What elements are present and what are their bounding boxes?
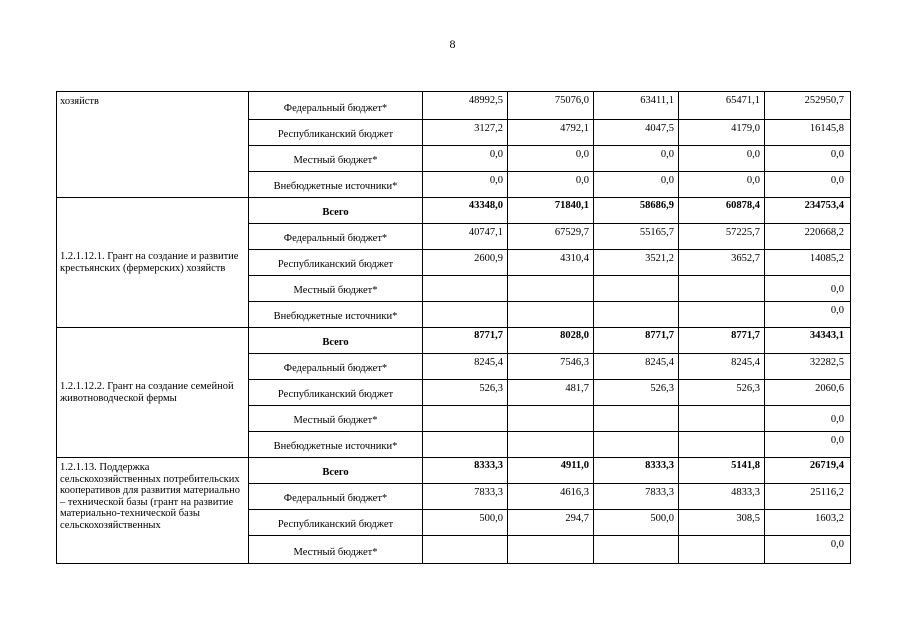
value-cell <box>423 406 508 432</box>
value-cell: 8771,7 <box>679 328 765 354</box>
value-cell: 8771,7 <box>423 328 508 354</box>
value-cell: 0,0 <box>679 172 765 198</box>
table-row <box>57 458 851 484</box>
table-row <box>57 92 851 120</box>
source-local-label: Местный бюджет* <box>249 146 423 172</box>
value-cell: 4833,3 <box>679 484 765 510</box>
value-cell: 71840,1 <box>508 198 594 224</box>
value-cell <box>594 302 679 328</box>
value-cell: 0,0 <box>679 146 765 172</box>
value-cell <box>423 276 508 302</box>
value-cell: 526,3 <box>679 380 765 406</box>
value-cell: 25116,2 <box>765 484 851 510</box>
source-extra-label: Внебюджетные источники* <box>249 302 423 328</box>
value-cell <box>679 536 765 564</box>
value-cell: 500,0 <box>423 510 508 536</box>
value-cell <box>423 302 508 328</box>
value-cell: 3127,2 <box>423 120 508 146</box>
value-cell: 8028,0 <box>508 328 594 354</box>
source-extra-label: Внебюджетные источники* <box>249 432 423 458</box>
source-federal-label: Федеральный бюджет* <box>249 484 423 510</box>
value-cell: 8333,3 <box>594 458 679 484</box>
value-cell <box>594 432 679 458</box>
value-cell: 234753,4 <box>765 198 851 224</box>
value-cell: 3521,2 <box>594 250 679 276</box>
value-cell: 0,0 <box>765 302 851 328</box>
value-cell <box>679 276 765 302</box>
value-cell: 0,0 <box>594 146 679 172</box>
value-cell: 0,0 <box>765 432 851 458</box>
source-local-label: Местный бюджет* <box>249 276 423 302</box>
source-total-label: Всего <box>249 328 423 354</box>
value-cell: 0,0 <box>594 172 679 198</box>
source-federal-label: Федеральный бюджет* <box>249 224 423 250</box>
source-total-label: Всего <box>249 458 423 484</box>
value-cell: 481,7 <box>508 380 594 406</box>
value-cell <box>508 276 594 302</box>
value-cell: 4792,1 <box>508 120 594 146</box>
source-federal-label: Федеральный бюджет* <box>249 92 423 120</box>
value-cell <box>679 406 765 432</box>
value-cell: 16145,8 <box>765 120 851 146</box>
value-cell <box>423 536 508 564</box>
value-cell: 0,0 <box>765 172 851 198</box>
value-cell: 220668,2 <box>765 224 851 250</box>
value-cell: 8245,4 <box>679 354 765 380</box>
value-cell: 7546,3 <box>508 354 594 380</box>
value-cell: 26719,4 <box>765 458 851 484</box>
value-cell: 5141,8 <box>679 458 765 484</box>
value-cell: 4616,3 <box>508 484 594 510</box>
value-cell <box>679 432 765 458</box>
value-cell: 55165,7 <box>594 224 679 250</box>
value-cell: 8245,4 <box>594 354 679 380</box>
value-cell: 0,0 <box>765 406 851 432</box>
value-cell: 34343,1 <box>765 328 851 354</box>
source-local-label: Местный бюджет* <box>249 536 423 564</box>
value-cell: 43348,0 <box>423 198 508 224</box>
table-row <box>57 328 851 354</box>
value-cell: 7833,3 <box>594 484 679 510</box>
value-cell: 0,0 <box>423 172 508 198</box>
item-name-cell: 1.2.1.12.1. Грант на создание и развитие крестьянских (фермерских) хозяйств <box>57 198 249 328</box>
value-cell: 500,0 <box>594 510 679 536</box>
value-cell: 308,5 <box>679 510 765 536</box>
value-cell: 526,3 <box>423 380 508 406</box>
value-cell <box>508 536 594 564</box>
source-republic-label: Республиканский бюджет <box>249 510 423 536</box>
value-cell: 0,0 <box>765 146 851 172</box>
value-cell <box>508 406 594 432</box>
source-republic-label: Республиканский бюджет <box>249 120 423 146</box>
value-cell: 8245,4 <box>423 354 508 380</box>
source-extra-label: Внебюджетные источники* <box>249 172 423 198</box>
source-local-label: Местный бюджет* <box>249 406 423 432</box>
item-name-cell: 1.2.1.12.2. Грант на создание семейной животноводческой фермы <box>57 328 249 458</box>
value-cell: 57225,7 <box>679 224 765 250</box>
value-cell: 14085,2 <box>765 250 851 276</box>
value-cell: 4310,4 <box>508 250 594 276</box>
value-cell: 0,0 <box>508 172 594 198</box>
value-cell: 8333,3 <box>423 458 508 484</box>
value-cell: 4179,0 <box>679 120 765 146</box>
item-name-cell: 1.2.1.13. Поддержка сельскохозяйственных потребительских кооперативов для развития материально – технической базы (грант на развитие материально-технической базы сельскохозяйственных <box>57 458 249 564</box>
value-cell: 0,0 <box>765 276 851 302</box>
value-cell <box>594 536 679 564</box>
value-cell <box>679 302 765 328</box>
value-cell: 2600,9 <box>423 250 508 276</box>
source-total-label: Всего <box>249 198 423 224</box>
value-cell: 8771,7 <box>594 328 679 354</box>
value-cell <box>508 432 594 458</box>
value-cell: 2060,6 <box>765 380 851 406</box>
value-cell: 4911,0 <box>508 458 594 484</box>
value-cell: 0,0 <box>765 536 851 564</box>
source-republic-label: Республиканский бюджет <box>249 250 423 276</box>
page-number: 8 <box>449 37 456 51</box>
source-federal-label: Федеральный бюджет* <box>249 354 423 380</box>
value-cell <box>423 432 508 458</box>
value-cell: 526,3 <box>594 380 679 406</box>
value-cell: 63411,1 <box>594 92 679 120</box>
item-name-cell: хозяйств <box>57 92 249 198</box>
value-cell <box>508 302 594 328</box>
value-cell: 7833,3 <box>423 484 508 510</box>
value-cell: 0,0 <box>508 146 594 172</box>
value-cell: 294,7 <box>508 510 594 536</box>
value-cell: 67529,7 <box>508 224 594 250</box>
value-cell: 252950,7 <box>765 92 851 120</box>
value-cell: 48992,5 <box>423 92 508 120</box>
table-row <box>57 198 851 224</box>
value-cell: 58686,9 <box>594 198 679 224</box>
value-cell: 40747,1 <box>423 224 508 250</box>
value-cell <box>594 276 679 302</box>
value-cell: 3652,7 <box>679 250 765 276</box>
value-cell <box>594 406 679 432</box>
value-cell: 75076,0 <box>508 92 594 120</box>
value-cell: 32282,5 <box>765 354 851 380</box>
source-republic-label: Республиканский бюджет <box>249 380 423 406</box>
value-cell: 1603,2 <box>765 510 851 536</box>
value-cell: 4047,5 <box>594 120 679 146</box>
value-cell: 60878,4 <box>679 198 765 224</box>
value-cell: 0,0 <box>423 146 508 172</box>
budget-table <box>56 91 851 564</box>
value-cell: 65471,1 <box>679 92 765 120</box>
